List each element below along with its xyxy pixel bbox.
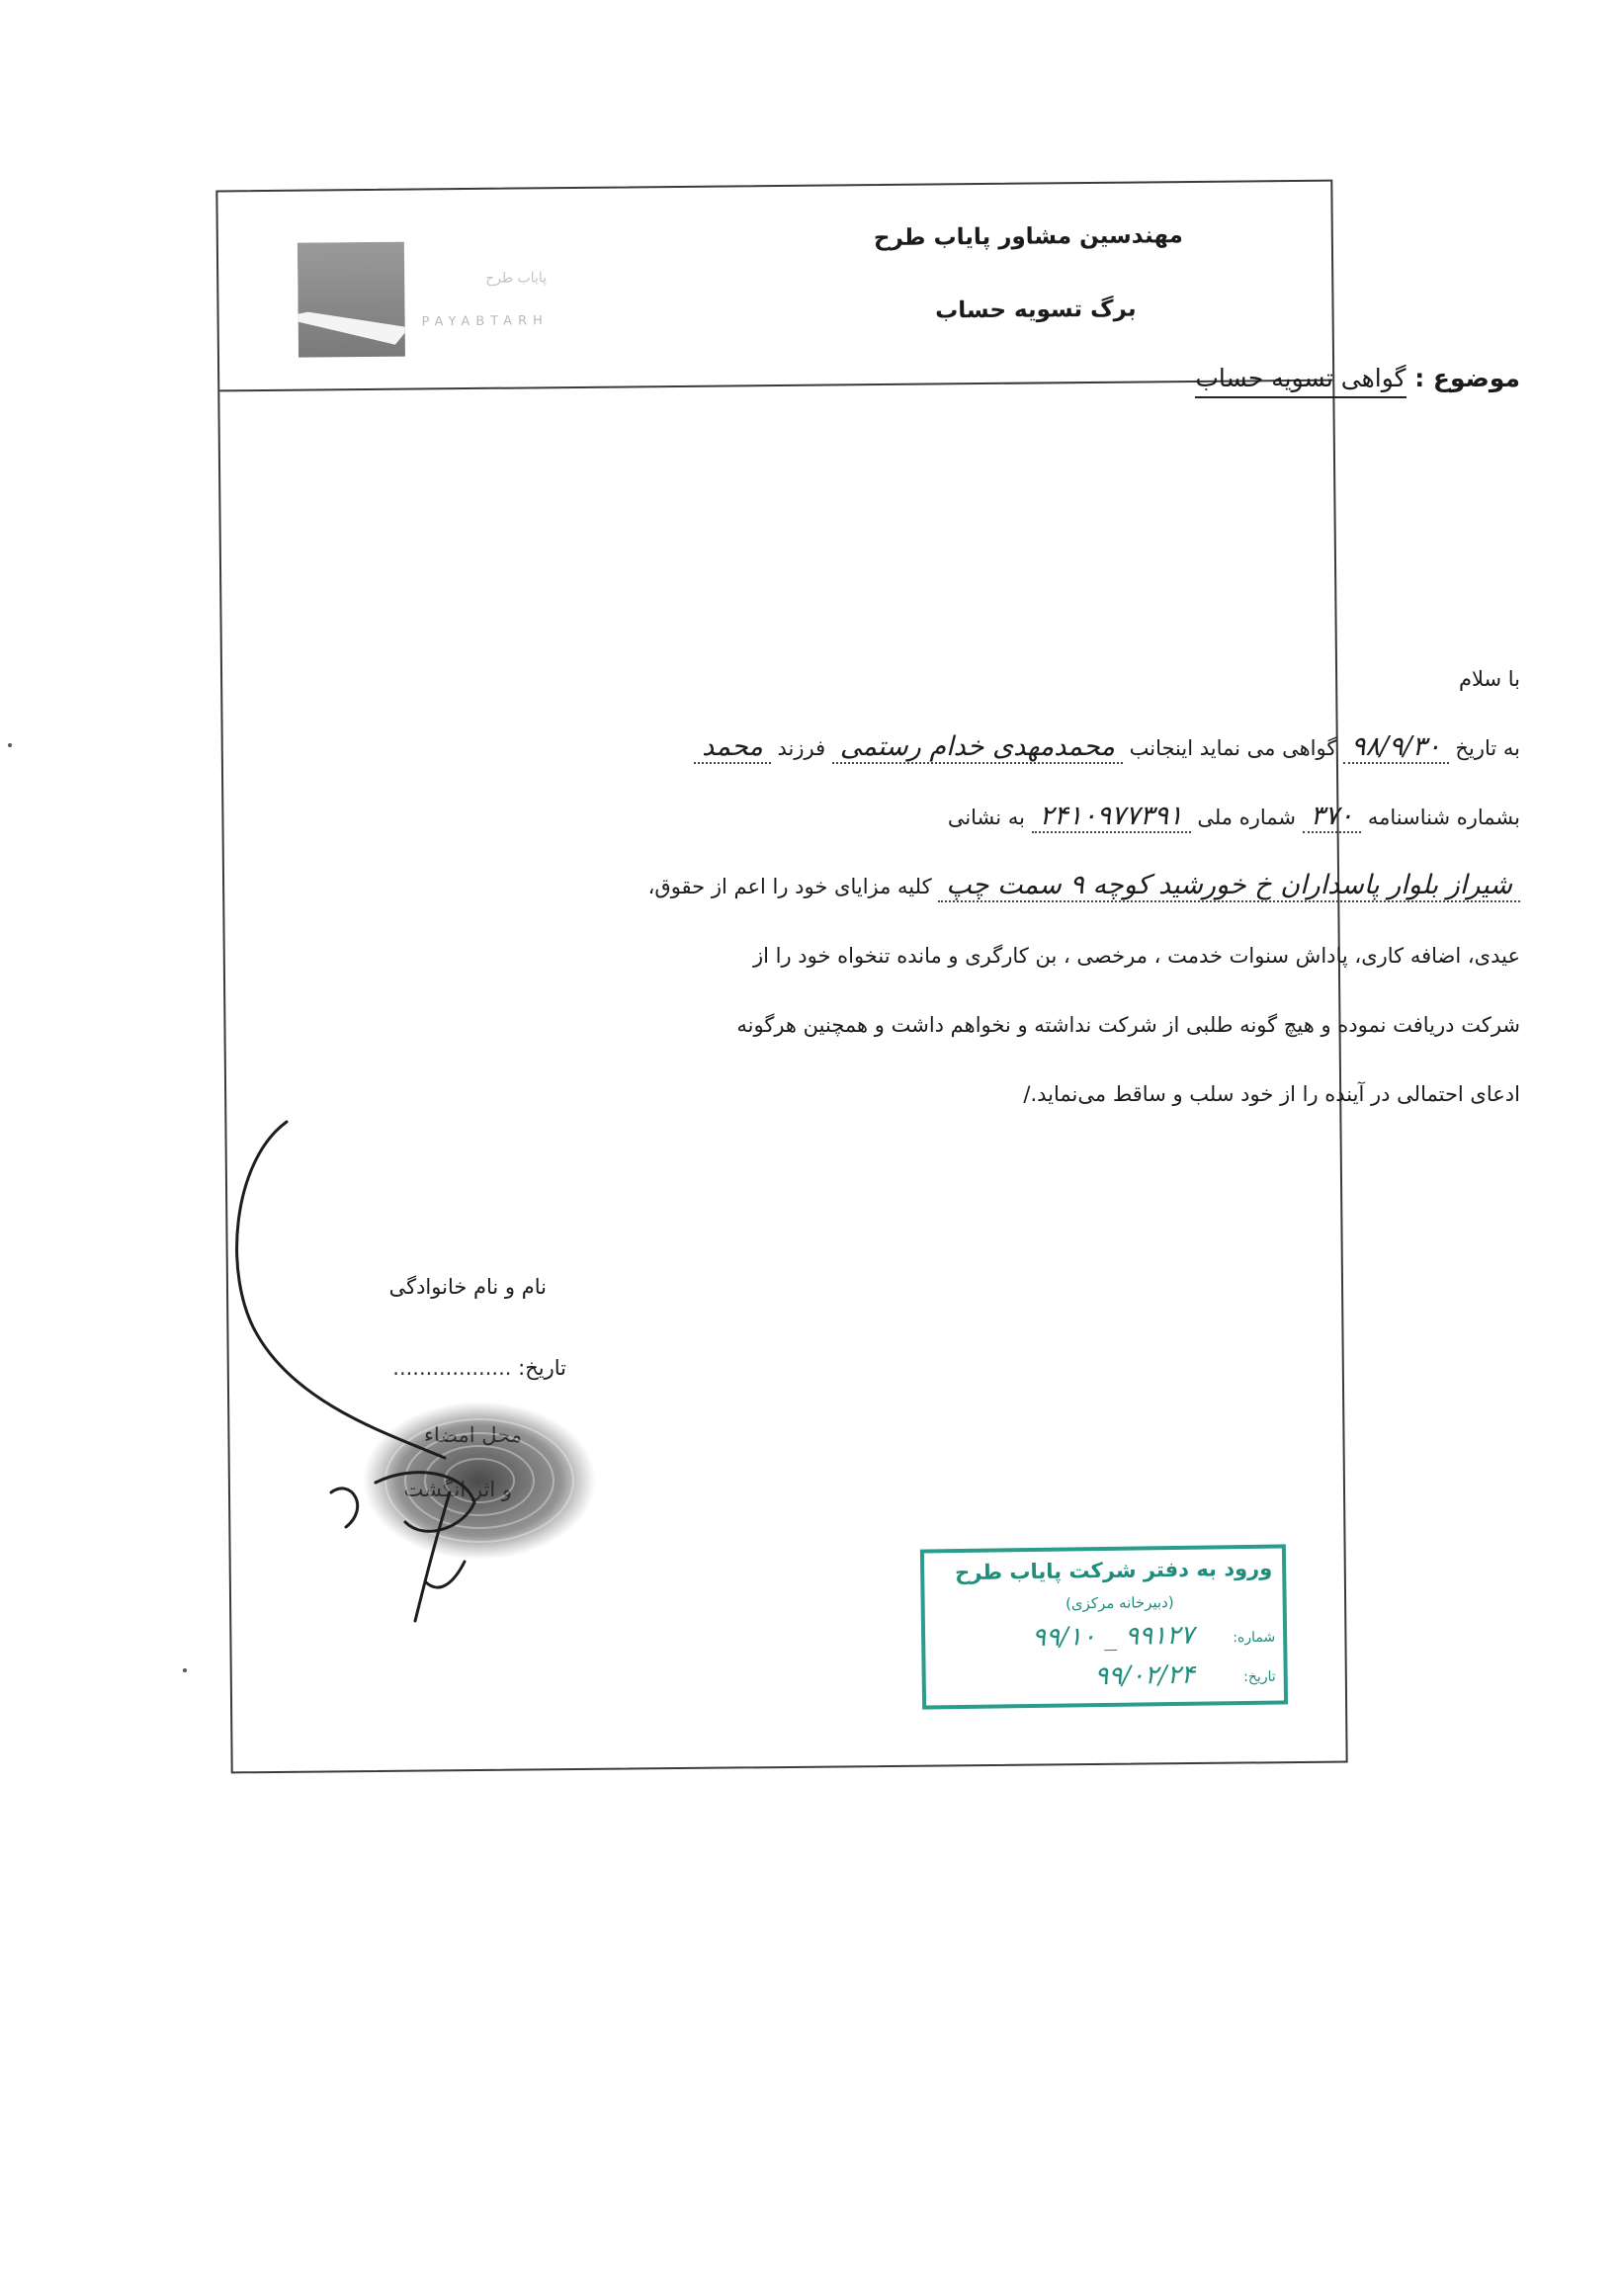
letterhead: [217, 182, 1332, 392]
logo-persian-text: پایاب طرح: [485, 270, 548, 287]
body-line-3: [79, 870, 1520, 900]
company-name: مهندسین مشاور پایاب طرح: [873, 222, 1183, 252]
subject-label: موضوع :: [1414, 364, 1520, 392]
body-line-6: ادعای احتمالی در آینده را از خود سلب و ساقط می‌نماید./: [1023, 1082, 1520, 1106]
subject-value: گواهی تسویه حساب: [1195, 364, 1406, 398]
scan-speck: [183, 1668, 187, 1672]
scan-speck: [8, 743, 12, 747]
stamp-title: ورود به دفتر شرکت پایاب طرح: [954, 1556, 1273, 1585]
text-id-number-label: بشماره شناسنامه: [1367, 806, 1520, 829]
subject-line: [1195, 364, 1520, 392]
handwritten-national-id: ۲۴۱۰۹۷۷۳۹۱: [1032, 801, 1191, 833]
body-line-4: عیدی، اضافه کاری، پاداش سنوات خدمت ، مرخصی ، بن کارگری و مانده تنخواه خود را از: [752, 944, 1520, 968]
handwritten-father-name: محمد: [694, 731, 771, 764]
handwritten-date: ۹۸/۹/۳۰: [1343, 731, 1449, 764]
stamp-date-label: تاریخ:: [1243, 1668, 1276, 1686]
body-line-1: [79, 731, 1520, 762]
stamp-date-value: ۹۹/۰۲/۲۴: [1094, 1659, 1195, 1692]
form-title: برگ تسویه حساب: [935, 296, 1137, 324]
logo-latin-text: PAYABTARH: [421, 313, 549, 330]
text-certify: گواهی می نماید اینجانب: [1129, 736, 1337, 760]
body-line-2: [79, 801, 1520, 831]
greeting: با سلام: [1458, 667, 1520, 691]
stamp-subtitle: (دبیرخانه مرکزی): [1065, 1593, 1174, 1613]
handwritten-address: شیراز بلوار پاسداران خ خورشید کوچه ۹ سمت چپ: [938, 870, 1520, 902]
text-child-of: فرزند: [777, 736, 826, 760]
text-address-label: به نشانی: [947, 806, 1025, 829]
company-logo: [298, 239, 664, 362]
name-label: نام و نام خانوادگی: [388, 1275, 547, 1299]
text-benefits: کلیه مزایای خود را اعم از حقوق،: [647, 875, 932, 898]
sign-date-dots: ..................: [392, 1356, 512, 1380]
logo-mark-icon: [298, 242, 417, 362]
stamp-number-label: شماره:: [1233, 1629, 1276, 1647]
handwritten-name: محمدمهدی خدام رستمی: [832, 731, 1123, 764]
stamp-number-value: ۹۹۱۲۷ _ ۹۹/۱۰: [1031, 1620, 1195, 1654]
fingerprint-icon: [331, 1392, 603, 1565]
registry-stamp: [920, 1544, 1288, 1709]
handwritten-id-number: ۳۷۰: [1303, 801, 1362, 833]
body-line-5: شرکت دریافت نموده و هیچ گونه طلبی از شرکت نداشته و نخواهم داشت و همچنین هرگونه: [736, 1013, 1520, 1037]
text-national-id-label: شماره ملی: [1197, 806, 1296, 829]
sign-date-label: تاریخ:: [518, 1356, 566, 1380]
text-date-label: به تاریخ: [1455, 736, 1520, 760]
sign-date-row: [392, 1356, 566, 1380]
